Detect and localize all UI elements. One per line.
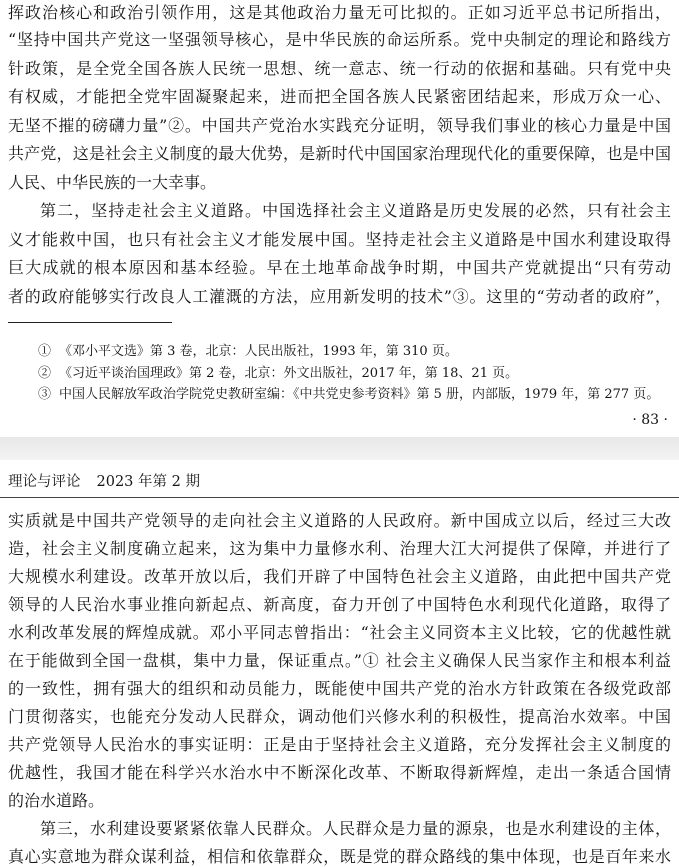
body-line: 实质就是中国共产党领导的走向社会主义道路的人民政府。新中国成立以后，经过三大改 bbox=[8, 511, 671, 530]
body-line: 者的政府能够实行改良人工灌溉的方法，应用新发明的技术”③。这里的“劳动者的政府”， bbox=[8, 286, 671, 306]
body-line: 的一致性，拥有强大的组织和动员能力，既能使中国共产党的治水方针政策在各级党政部 bbox=[8, 679, 671, 698]
footnote-mark: ① bbox=[38, 344, 52, 359]
running-header bbox=[8, 472, 200, 492]
footnote-mark: ③ bbox=[38, 387, 52, 402]
body-line: 人民、中华民族的一大幸事。 bbox=[8, 172, 217, 192]
page-number: · 83 · bbox=[632, 412, 668, 428]
issue-label: 2023 年第 2 期 bbox=[96, 474, 200, 490]
body-line: 领导的人民治水事业推向新起点、新高度，奋力开创了中国特色水利现代化道路，取得了 bbox=[8, 595, 671, 614]
body-line: 造，社会主义制度确立起来，这为集中力量修水利、治理大江大河提供了保障，并进行了 bbox=[8, 539, 671, 558]
footnote-text: 《邓小平文选》第 3 卷，北京：人民出版社，1993 年，第 310 页。 bbox=[59, 344, 458, 359]
body-line: “坚持中国共产党这一坚强领导核心，是中华民族的命运所系。党中央制定的理论和路线方 bbox=[8, 30, 671, 49]
body-line: 有权威，才能把全党牢固凝聚起来，进而把全国各族人民紧密团结起来，形成万众一心、 bbox=[8, 87, 671, 106]
body-line: 义才能救中国，也只有社会主义才能发展中国。坚持走社会主义道路是中国水利建设取得 bbox=[8, 229, 671, 249]
footnote bbox=[38, 363, 668, 385]
body-line: 的治水道路。 bbox=[8, 791, 105, 810]
body-line: 巨大成就的根本原因和基本经验。早在土地革命战争时期，中国共产党就提出“只有劳动 bbox=[8, 258, 671, 277]
footnote-text: 《习近平谈治国理政》第 2 卷，北京：外文出版社，2017 年，第 18、21 页。 bbox=[59, 365, 519, 381]
page-bottom bbox=[0, 460, 679, 867]
body-line: 无坚不摧的磅礴力量”②。中国共产党治水实践充分证明，领导我们事业的核心力量是中国 bbox=[8, 115, 671, 135]
running-header-rule bbox=[0, 497, 679, 498]
body-line: 在于能做到全国一盘棋，集中力量，保证重点。”① 社会主义确保人民当家作主和根本利益 bbox=[8, 651, 671, 670]
footnote-rule bbox=[8, 322, 172, 323]
footnote bbox=[38, 384, 668, 406]
body-line: 门贯彻落实，也能充分发动人民群众，调动他们兴修水利的积极性，提高治水效率。中国 bbox=[8, 707, 671, 726]
footnotes bbox=[38, 341, 668, 406]
body-line: 挥政治核心和政治引领作用，这是其他政治力量无可比拟的。正如习近平总书记所指出， bbox=[8, 3, 671, 22]
body-text-bottom bbox=[8, 507, 671, 867]
body-line: 水利改革发展的辉煌成就。邓小平同志曾指出：“社会主义同资本主义比较，它的优越性就 bbox=[8, 623, 671, 642]
journal-name: 理论与评论 bbox=[8, 474, 81, 490]
body-line: 大规模水利建设。改革开放以后，我们开辟了中国特色社会主义道路，由此把中国共产党 bbox=[8, 567, 671, 586]
body-line: 共产党领导人民治水的事实证明：正是由于坚持社会主义道路，充分发挥社会主义制度的 bbox=[8, 735, 671, 754]
footnote-text: 中国人民解放军政治学院党史教研室编：《中共党史参考资料》第 5 册，内部版，1979 年，第 277 页。 bbox=[59, 387, 660, 402]
body-line: 共产党，这是社会主义制度的最大优势，是新时代中国国家治理现代化的重要保障，也是中国 bbox=[8, 144, 671, 163]
body-text-top bbox=[8, 0, 671, 311]
body-line: 优越性，我国才能在科学兴水治水中不断深化改革、不断取得新辉煌，走出一条适合国情 bbox=[8, 763, 671, 782]
body-line: 第二，坚持走社会主义道路。中国选择社会主义道路是历史发展的必然，只有社会主 bbox=[40, 201, 671, 220]
footnote-mark: ② bbox=[38, 365, 52, 381]
footnote bbox=[38, 341, 668, 363]
page-gap bbox=[0, 437, 679, 460]
body-line: 第三，水利建设要紧紧依靠人民群众。人民群众是力量的源泉，也是水利建设的主体， bbox=[40, 819, 671, 838]
body-line: 真心实意地为群众谋利益，相信和依靠群众，既是党的群众路线的集中体现，也是百年来水 bbox=[8, 847, 671, 866]
body-line: 针政策，是全党全国各族人民统一思想、统一意志、统一行动的依据和基础。只有党中央 bbox=[8, 58, 671, 78]
